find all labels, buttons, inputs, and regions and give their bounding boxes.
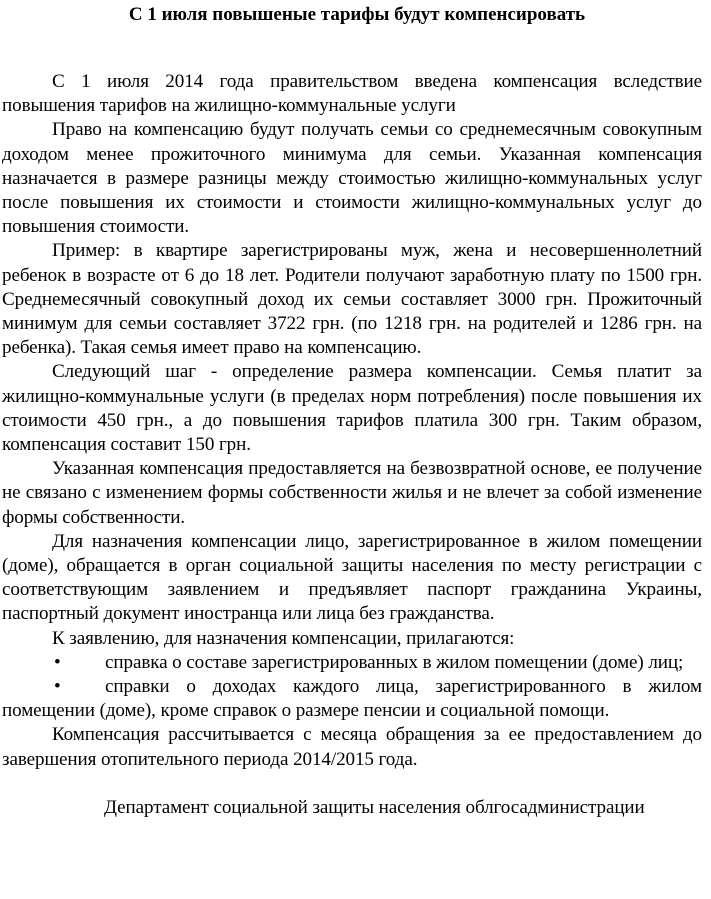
- paragraph-intro: С 1 июля 2014 года правительством введена компенсация вследствие повышения тарифов на жилищно-коммунальные услуги: [2, 71, 702, 117]
- paragraph-non-refundable: Указанная компенсация предоставляется на безвозвратной основе, ее получение не связано с изменением формы собственности жилья и не влечет за собой изменение формы собственности.: [2, 458, 702, 528]
- document-title: С 1 июля повышеные тарифы будут компенсировать: [128, 4, 586, 25]
- paragraph-calculation: Следующий шаг - определение размера компенсации. Семья платит за жилищно-коммунальные услуги (в пределах норм потребления) после повышения их стоимости 450 грн., а до повышения тарифов платила 300 грн. Таким образом, компенсация составит 150 грн.: [2, 361, 702, 456]
- signature: Департамент социальной защиты населения облгосадминистрации: [104, 796, 645, 818]
- bullet-icon: •: [54, 651, 61, 673]
- paragraph-eligibility: Право на компенсацию будут получать семьи со среднемесячным совокупным доходом менее прожиточного минимума для семьи. Указанная компенсация назначается в размере разницы между стоимостью жилищно-коммунальных услуг после повышения их стоимости и стоимости жилищно-коммунальных услуг до повышения стоимости.: [2, 119, 702, 238]
- paragraph-application: Для назначения компенсации лицо, зарегистрированное в жилом помещении (доме), обращается в орган социальной защиты населения по месту регистрации с соответствующим заявлением и предъявляет паспорт гражданина Украины, паспортный документ иностранца или лица без гражданства.: [2, 530, 702, 625]
- list-item-text: справка о составе зарегистрированных в жилом помещении (доме) лиц;: [105, 651, 684, 673]
- list-item: [2, 675, 702, 723]
- list-item: [2, 651, 702, 675]
- paragraph-closing: Компенсация рассчитывается с месяца обращения за ее предоставлением до завершения отопительного периода 2014/2015 года.: [2, 724, 702, 770]
- paragraph-attachments-intro: К заявлению, для назначения компенсации, прилагаются:: [52, 627, 515, 649]
- bullet-icon: •: [54, 676, 61, 698]
- document-body: [2, 70, 702, 820]
- paragraph-example: Пример: в квартире зарегистрированы муж, жена и несовершеннолетний ребенок в возрасте от 6 до 18 лет. Родители получают заработную плату по 1500 грн. Среднемесячный совокупный доход их семьи составляет 3000 грн. Прожиточный минимум для семьи составляет 3722 грн. (по 1218 грн. на родителей и 1286 грн. на ребенка). Такая семья имеет право на компенсацию.: [2, 240, 702, 359]
- list-item-text: справки о доходах каждого лица, зарегистрированного в жилом помещении (доме), кроме справок о размере пенсии и социальной помощи.: [2, 676, 702, 722]
- document-page: [2, 0, 702, 820]
